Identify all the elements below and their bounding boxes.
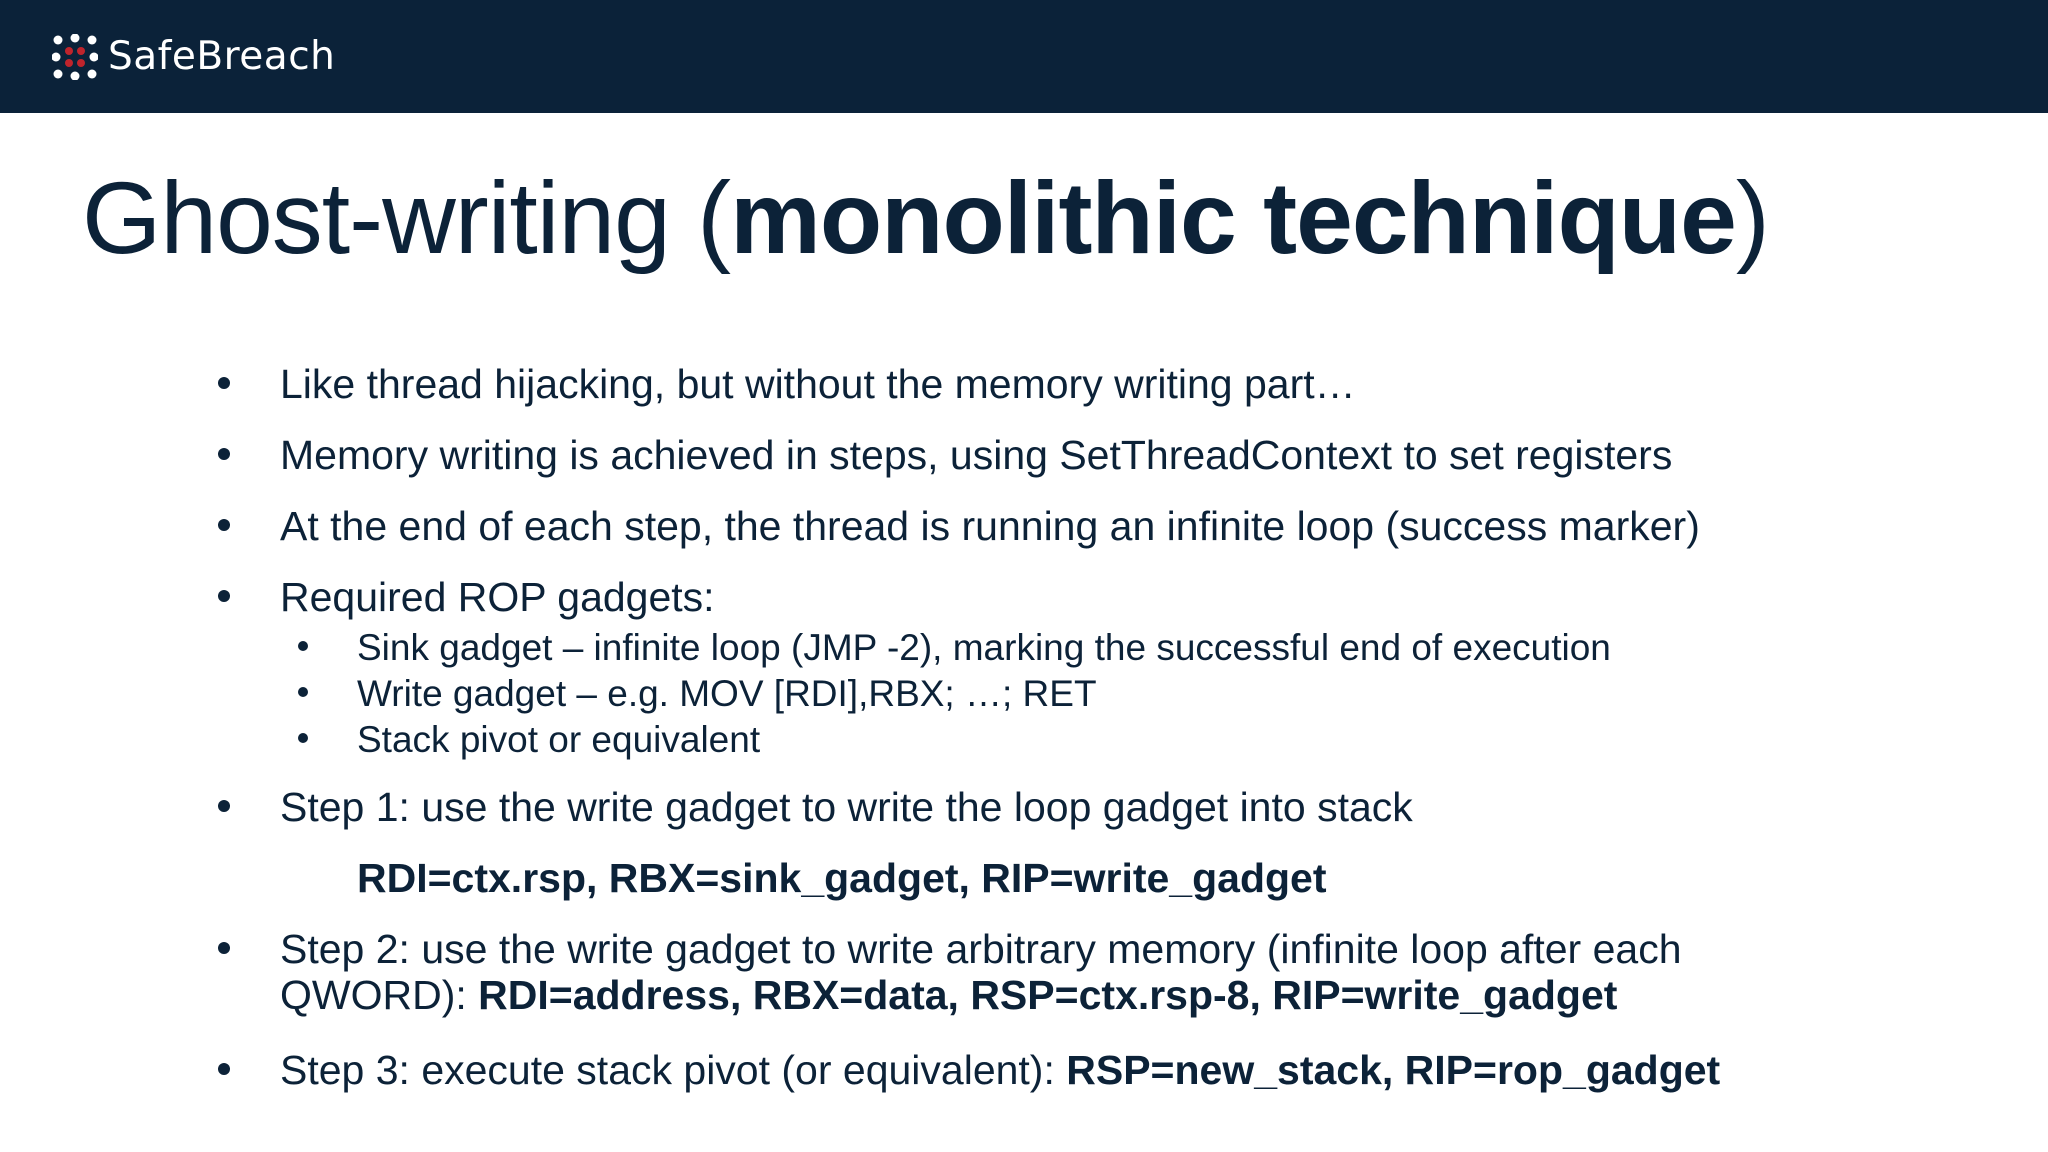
sub-bullet-2: Write gadget – e.g. MOV [RDI],RBX; …; RET [357, 673, 1097, 714]
bullet-6-line-1: Step 2: use the write gadget to write arbitrary memory (infinite loop after each [280, 926, 1682, 972]
sub-bullet-dot [298, 687, 308, 697]
title-end: ) [1735, 161, 1769, 275]
bullet-dot [218, 1063, 230, 1075]
brand-name: SafeBreach [108, 34, 336, 79]
step2-registers: RDI=address, RBX=data, RSP=ctx.rsp-8, RIP=write_gadget [478, 972, 1618, 1018]
bullet-7 [280, 1047, 1720, 1093]
bullet-dot [218, 590, 230, 602]
bullet-4: Required ROP gadgets: [280, 574, 715, 620]
bullet-dot [218, 800, 230, 812]
sub-bullet-3: Stack pivot or equivalent [357, 719, 761, 760]
bullet-dot [218, 377, 230, 389]
bullet-7-regular: Step 3: execute stack pivot (or equivalent): [280, 1047, 1067, 1093]
bullet-5: Step 1: use the write gadget to write the loop gadget into stack [280, 784, 1413, 830]
bullet-dot [218, 519, 230, 531]
sub-bullet-1: Sink gadget – infinite loop (JMP -2), marking the successful end of execution [357, 627, 1611, 668]
step1-registers: RDI=ctx.rsp, RBX=sink_gadget, RIP=write_gadget [357, 855, 1327, 901]
step3-registers: RSP=new_stack, RIP=rop_gadget [1066, 1047, 1721, 1093]
bullet-1: Like thread hijacking, but without the memory writing part… [280, 361, 1356, 407]
sub-bullet-dot [298, 733, 308, 743]
bullet-dot [218, 942, 230, 954]
sub-bullet-dot [298, 641, 308, 651]
bullet-2: Memory writing is achieved in steps, using SetThreadContext to set registers [280, 432, 1673, 478]
bullet-6-line-2 [280, 972, 1617, 1018]
bullet-3: At the end of each step, the thread is running an infinite loop (success marker) [280, 503, 1700, 549]
title-regular: Ghost-writing ( [82, 161, 731, 275]
bullet-6-regular: QWORD): [280, 972, 479, 1018]
title-bold: monolithic technique [730, 161, 1736, 275]
bullet-dot [218, 448, 230, 460]
